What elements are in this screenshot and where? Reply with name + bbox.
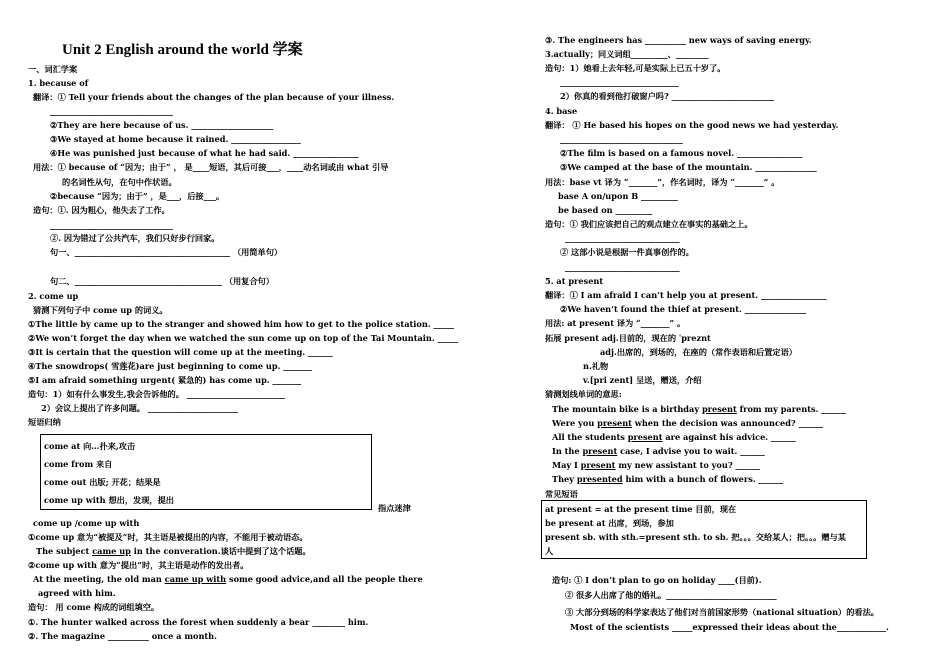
text-line: In the present case, I advise you to wait. ______ (552, 446, 765, 456)
text-line: 造句： 用 come 构成的词组填空。 (28, 602, 160, 612)
text-line: May I present my new assistant to you? ______ (552, 460, 761, 470)
text-line: ②We won’t forget the day when we watched the sun come up on top of the Tai Mountain. _____ (28, 333, 459, 343)
text-line: adj.出席的，到场的，在座的（常作表语和后置定语） (600, 347, 797, 357)
phrase-item: come at 向…扑来,攻击 (44, 441, 136, 451)
text-line: ____________________________ (565, 233, 680, 243)
text-line: 句一、______________________________________ （用简单句） (50, 247, 283, 257)
text-line: ③We camped at the base of the mountain. _______________ (560, 162, 817, 172)
text-line: 造句：1）她看上去年轻,可是实际上已五十岁了。 (545, 63, 726, 73)
text-line: 指点迷津 (378, 503, 411, 513)
text-line: 2. come up (28, 291, 79, 301)
text-line: 3.actually；同义词组_________、________ (545, 49, 709, 59)
phrase-item: come from 来自 (44, 459, 113, 469)
text-line: ①come up 意为“被提及”时，其主语是被提出的内容，不能用于被动语态。 (28, 532, 308, 542)
text-line: ②come up with 意为“提出”时，其主语是动作的发出者。 (28, 560, 249, 570)
text-line: 2）会议上提出了许多问题。 ______________________ (41, 403, 238, 413)
text-line: ②. The magazine __________ once a month. (28, 631, 217, 641)
text-line: ②The film is based on a famous novel. ________________ (560, 148, 803, 158)
text-line: 造句：1）如有什么事发生,我会告诉他的。 ________________________ (28, 389, 286, 399)
text-line: 翻译： ① He based his hopes on the good news we had yesterday. (545, 120, 839, 130)
phrase-item: come up with 想出，发现，提出 (44, 495, 174, 505)
text-line: base A on/upon B _________ (558, 191, 678, 201)
text-line: 1. because of (28, 78, 89, 88)
text-line: v.[pri zent] 呈送，赠送，介绍 (583, 375, 702, 385)
phrase-item: present sb. with sth.=present sth. to sb. 把。。。交给某人；把。。。赠与某 (545, 532, 846, 542)
text-line: ④He was punished just because of what he had said. ________________ (50, 148, 359, 158)
text-line: ② 很多人出席了他的婚礼。___________________________ (565, 590, 777, 600)
text-line: 造句：① 我们应该把自己的观点建立在事实的基础之上。 (545, 219, 753, 229)
text-line: _____________________________ (560, 77, 679, 87)
text-line: ______________________________ (50, 106, 173, 116)
text-line: ③It is certain that the question will come up at the meeting. ______ (28, 347, 333, 357)
text-line: At the meeting, the old man came up with some good advice,and all the people there (33, 574, 423, 584)
text-line: 一、词汇学案 (28, 64, 78, 74)
text-line: ② 这部小说是根据一件真事创作的。 (560, 247, 694, 257)
phrase-item: at present = at the present time 目前，现在 (545, 504, 737, 514)
text-line: Were you present when the decision was announced? ______ (552, 418, 824, 428)
text-line: 造句：①. 因为粗心，他失去了工作。 (33, 205, 170, 215)
text-line: 猜测划线单词的意思: (545, 389, 622, 399)
text-line: ④The snowdrops( 雪莲花)are just beginning to come up. _______ (28, 361, 312, 371)
text-line: 4. base (545, 106, 578, 116)
text-line: ③ 大部分到场的科学家表达了他们对当前国家形势（national situation）的看法。 (565, 607, 879, 617)
text-line: ③. The engineers has __________ new ways of saving energy. (545, 35, 812, 45)
text-line: agreed with him. (38, 588, 116, 598)
text-line: ②because “因为；由于” ，是___，后接___。 (50, 191, 225, 201)
text-line: be based on _________ (558, 205, 653, 215)
phrase-item: be present at 出席，到场，参加 (545, 518, 674, 528)
text-line: ⑤I am afraid something urgent( 紧急的) has come up. _______ (28, 375, 302, 385)
phrase-item: 人 (545, 546, 554, 556)
text-line: The subject came up in the converation.谈话中提到了这个话题。 (36, 546, 311, 556)
text-line: Most of the scientists _____expressed their ideas about the____________. (570, 622, 889, 632)
text-line: 句二、____________________________________ （用复合句） (50, 276, 274, 286)
text-line: 猜测下列句子中 come up 的词义。 (33, 305, 168, 315)
text-line: The mountain bike is a birthday present from my parents. ______ (552, 404, 846, 414)
text-line: 用法：① because of “因为；由于” ， 是____短语，其后可接___，____动名词或由 what 引导 (33, 162, 389, 172)
text-line: They presented him with a bunch of flowers. ______ (552, 474, 784, 484)
text-line: ____________________________ (565, 262, 680, 272)
text-line: All the students present are against his advice. ______ (552, 432, 796, 442)
text-line: 拓展 present adj.目前的，现在的 ˈpreznt (545, 333, 711, 343)
text-line: ①The little by came up to the stranger and showed him how to get to the police station. _____ (28, 319, 454, 329)
text-line: 的名词性从句，在句中作状语。 (62, 177, 177, 187)
text-line: ______________________________ (560, 134, 683, 144)
text-line: 5. at present (545, 276, 604, 286)
text-line: 用法: at present 译为 “_______” 。 (545, 318, 686, 328)
text-line: 短语归纳 (28, 417, 61, 427)
text-line: 常见短语 (545, 489, 578, 499)
text-line: 翻译：① Tell your friends about the changes of the plan because of your illness. (33, 92, 395, 102)
text-line: ②. 因为错过了公共汽车，我们只好步行回家。 (50, 233, 220, 243)
text-line: 造句: ① I don’t plan to go on holiday ____(目前). (552, 575, 762, 585)
phrase-item: come out 出版; 开花；结果是 (44, 477, 161, 487)
text-line: 2）你真的看到他打破窗户吗? _________________________ (560, 91, 774, 101)
text-line: come up /come up with (33, 518, 140, 528)
text-line: ______________________________ (50, 220, 173, 230)
text-line: n.礼物 (583, 361, 609, 371)
text-line: ②We haven’t found the thief at present. _______________ (560, 304, 807, 314)
text-line: 翻译：① I am afraid I can’t help you at present. ________________ (545, 290, 827, 300)
text-line: ①. The hunter walked across the forest when suddenly a bear ________ him. (28, 617, 369, 627)
text-line: ③We stayed at home because it rained. _________________ (50, 134, 301, 144)
text-line: 用法：base vt 译为 “_______”，作名词时，译为 “_______” 。 (545, 177, 780, 187)
page-title: Unit 2 English around the world 学案 (62, 42, 303, 58)
text-line: ②They are here because of us. ____________________ (50, 120, 274, 130)
